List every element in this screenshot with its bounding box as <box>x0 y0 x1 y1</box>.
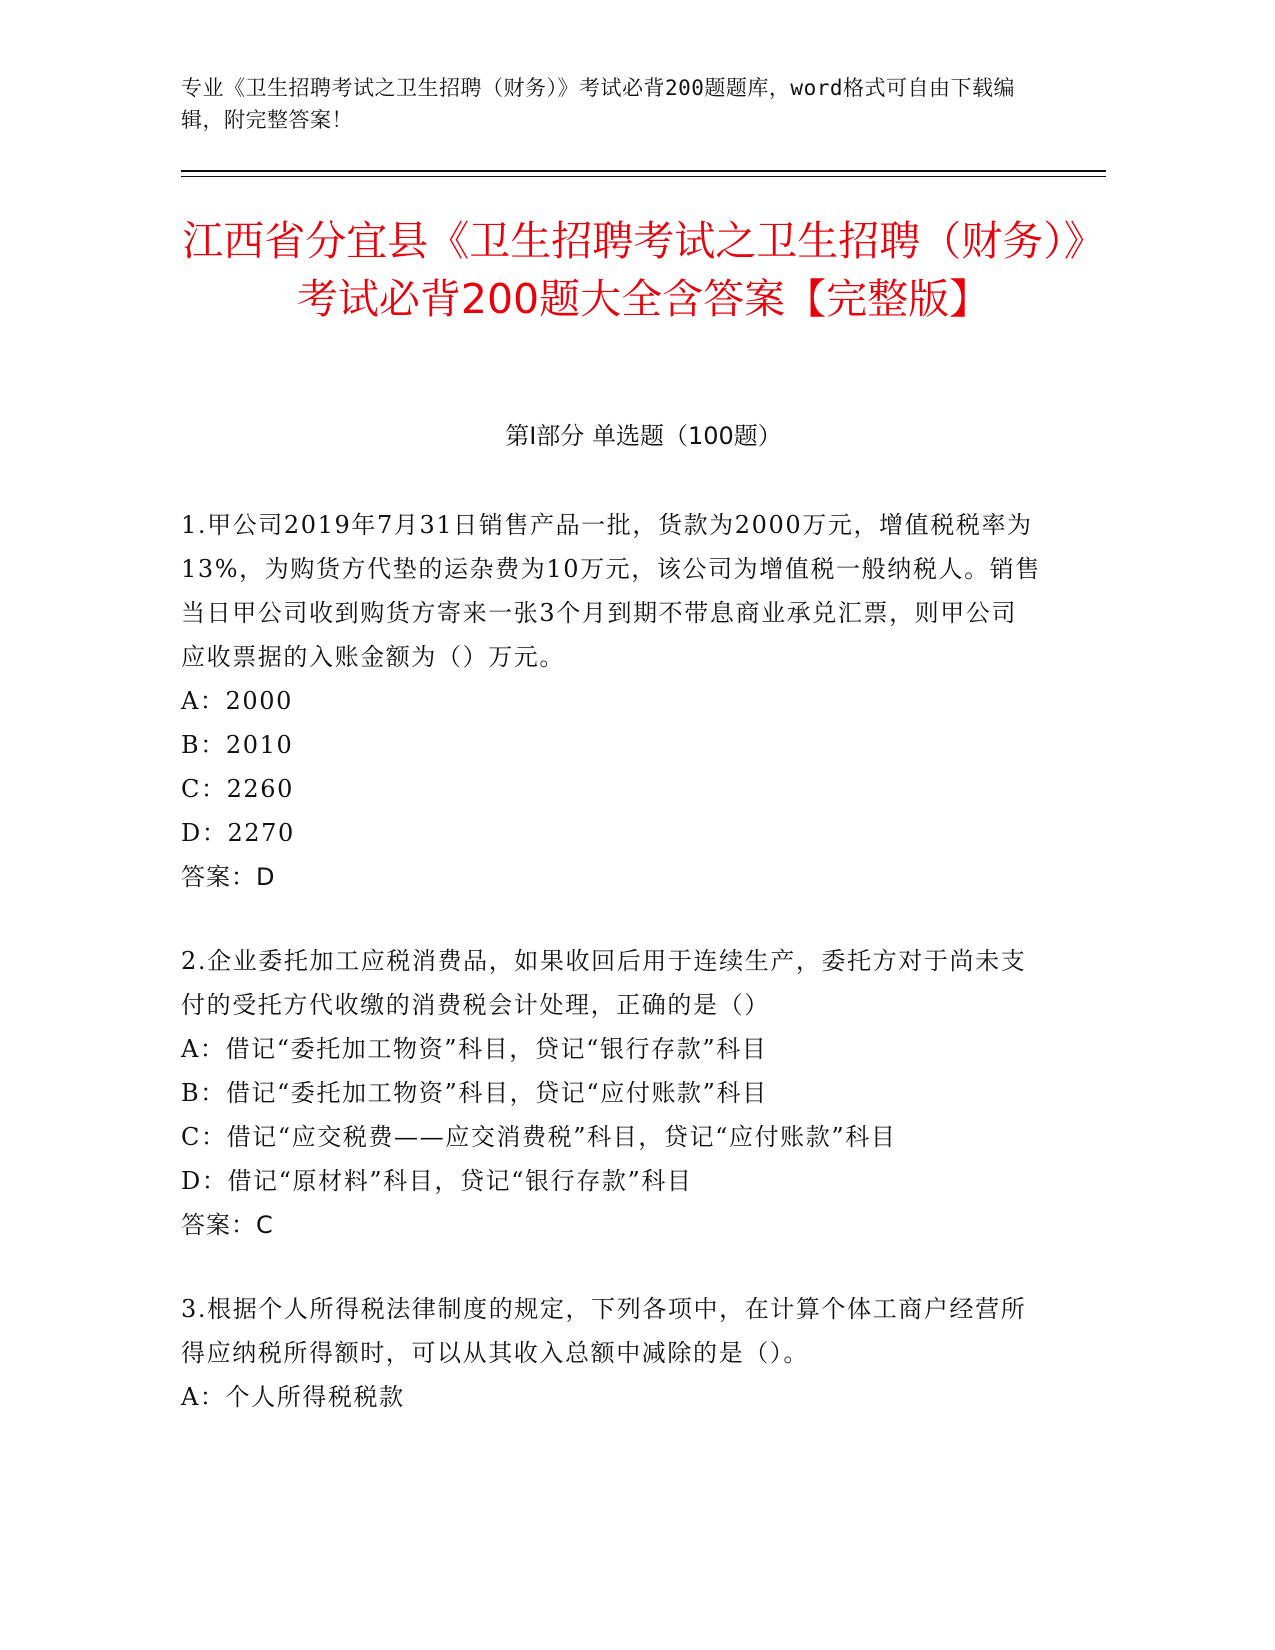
answer: 答案：C <box>181 1211 274 1239</box>
section-title: 第I部分 单选题（100题） <box>505 422 782 450</box>
option-b: B：2010 <box>181 731 294 759</box>
answer: 答案：D <box>181 863 276 891</box>
option-c: C：借记“应交税费——应交消费税”科目，贷记“应付账款”科目 <box>181 1123 897 1151</box>
header-divider-thick <box>181 170 1106 172</box>
option-b: B：借记“委托加工物资”科目，贷记“应付账款”科目 <box>181 1079 768 1107</box>
question-1 <box>181 503 1041 899</box>
option-a: A：借记“委托加工物资”科目，贷记“银行存款”科目 <box>181 1035 768 1063</box>
question-3 <box>181 1287 1041 1419</box>
header-note: 专业《卫生招聘考试之卫生招聘（财务）》考试必背200题题库，word格式可自由下载编辑，附完整答案！ <box>181 76 1015 132</box>
option-c: C：2260 <box>181 775 295 803</box>
question-2 <box>181 939 1041 1247</box>
option-a: A：2000 <box>181 687 294 715</box>
question-stem: 3.根据个人所得税法律制度的规定，下列各项中，在计算个体工商户经营所得应纳税所得额时，可以从其收入总额中减除的是（）。 <box>181 1295 1027 1367</box>
option-a: A：个人所得税税款 <box>181 1383 405 1411</box>
question-stem: 1.甲公司2019年7月31日销售产品一批，货款为2000万元，增值税税率为13%，为购货方代垫的运杂费为10万元，该公司为增值税一般纳税人。销售当日甲公司收到购货方寄来一张3个月到期不带息商业承兑汇票，则甲公司应收票据的入账金额为（）万元。 <box>181 511 1041 671</box>
document-title: 江西省分宜县《卫生招聘考试之卫生招聘（财务）》考试必背200题大全含答案【完整版】 <box>182 217 1105 323</box>
question-stem: 2.企业委托加工应税消费品，如果收回后用于连续生产，委托方对于尚未支付的受托方代收缴的消费税会计处理，正确的是（） <box>181 947 1027 1019</box>
header-divider-thin <box>181 176 1106 177</box>
option-d: D：借记“原材料”科目，贷记“银行存款”科目 <box>181 1167 693 1195</box>
question-list <box>181 503 1041 1459</box>
option-d: D：2270 <box>181 819 295 847</box>
